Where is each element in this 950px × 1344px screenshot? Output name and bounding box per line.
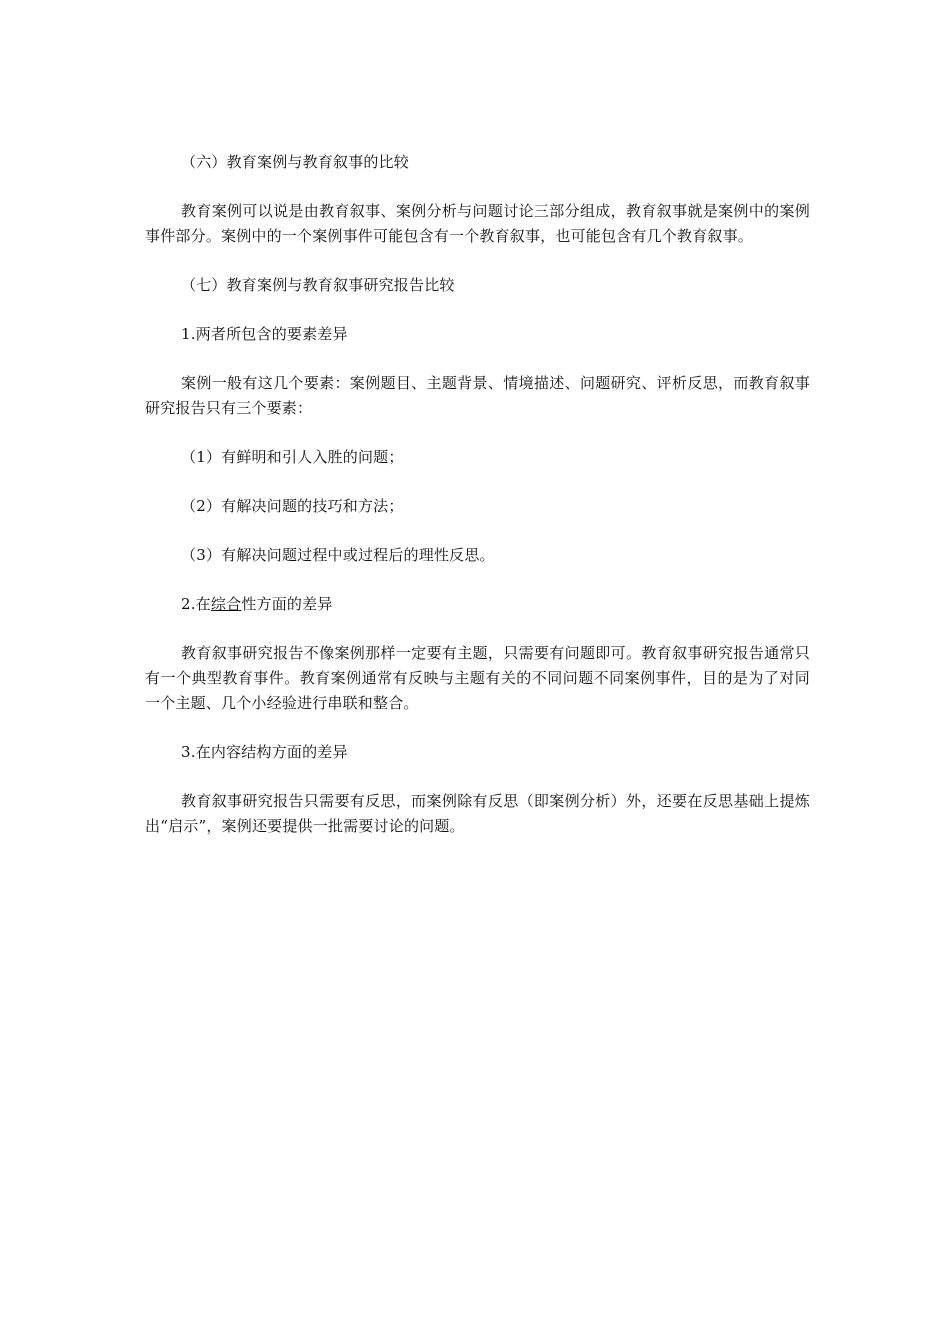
subsection-3-body: 教育叙事研究报告只需要有反思，而案例除有反思（即案例分析）外，还要在反思基础上提炼出“启示”，案例还要提供一批需要讨论的问题。 [145,792,810,835]
subsection-2-heading-prefix: 2.在 [181,595,211,613]
subsection-1-heading: 1.两者所包含的要素差异 [181,325,348,343]
subsection-2-heading-suffix: 性方面的差异 [241,595,333,613]
list-item-3: （3）有解决问题过程中或过程后的理性反思。 [181,546,495,564]
subsection-1-body: 案例一般有这几个要素：案例题目、主题背景、情境描述、问题研究、评析反思，而教育叙事研究报告只有三个要素： [145,374,810,417]
section-6-heading: （六）教育案例与教育叙事的比较 [181,153,410,171]
subsection-2-heading [145,592,810,617]
list-item-2: （2）有解决问题的技巧和方法； [181,497,404,515]
subsection-3-heading: 3.在内容结构方面的差异 [181,743,348,761]
section-6-body: 教育案例可以说是由教育叙事、案例分析与问题讨论三部分组成，教育叙事就是案例中的案例事件部分。案例中的一个案例事件可能包含有一个教育叙事，也可能包含有几个教育叙事。 [145,202,810,245]
list-item-1: （1）有鲜明和引人入胜的问题； [181,448,404,466]
document-page [145,150,810,839]
synthesis-link[interactable]: 综合 [210,595,242,613]
section-7-heading: （七）教育案例与教育叙事研究报告比较 [181,276,455,294]
subsection-2-body: 教育叙事研究报告不像案例那样一定要有主题，只需要有问题即可。教育叙事研究报告通常只有一个典型教育事件。教育案例通常有反映与主题有关的不同问题不同案例事件，目的是为了对同一个主题、几个小经验进行串联和整合。 [145,644,810,712]
